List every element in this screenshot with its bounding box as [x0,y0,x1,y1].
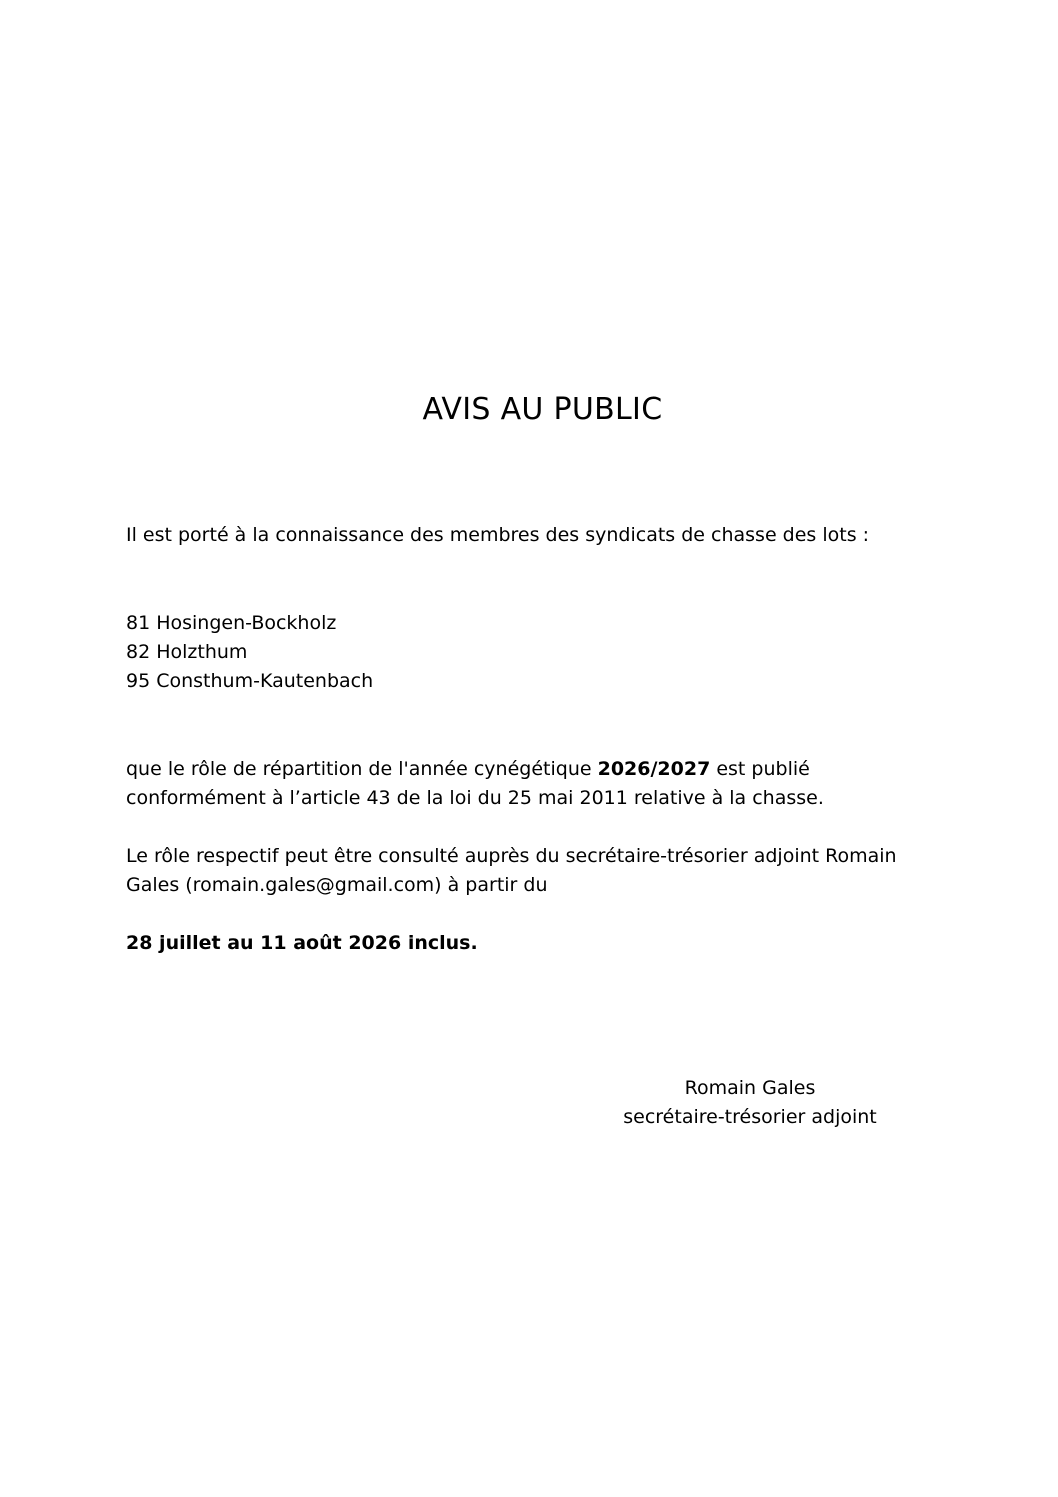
consultation-dates: 28 juillet au 11 août 2026 inclus. [126,932,478,954]
publication-line-2: conformément à l’article 43 de la loi du 25 mai 2011 relative à la chasse. [126,787,824,809]
consultation-line-1: Le rôle respectif peut être consulté auprès du secrétaire-trésorier adjoint Romain [126,845,897,867]
consultation-paragraph [126,842,897,900]
signature-role: secrétaire-trésorier adjoint [623,1106,877,1128]
signature-block [600,1074,900,1132]
list-item: 81 Hosingen-Bockholz [126,612,337,634]
hunting-year: 2026/2027 [597,758,711,780]
consultation-line-2: Gales (romain.gales@gmail.com) à partir du [126,874,548,896]
page-title: AVIS AU PUBLIC [422,392,663,427]
signature-name: Romain Gales [684,1077,816,1099]
list-item: 95 Consthum-Kautenbach [126,670,374,692]
publication-paragraph [126,755,824,813]
lots-list [126,609,373,696]
publication-text-after: est publié [710,758,810,780]
publication-line-1 [126,755,824,784]
list-item: 82 Holzthum [126,641,248,663]
intro-paragraph: Il est porté à la connaissance des membres des syndicats de chasse des lots : [126,524,870,546]
publication-text-before: que le rôle de répartition de l'année cynégétique [126,758,598,780]
